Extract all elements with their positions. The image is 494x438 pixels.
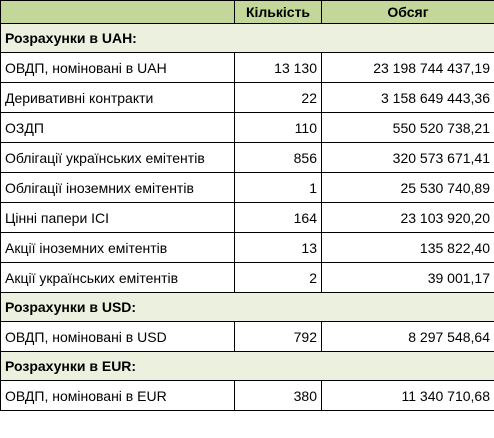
instrument-name: ОВДП, номіновані в EUR <box>1 381 235 411</box>
table-row <box>1 263 494 293</box>
deal-volume: 550 520 738,21 <box>322 113 494 143</box>
deal-count: 380 <box>235 381 322 411</box>
deal-volume: 320 573 671,41 <box>322 143 494 173</box>
deal-count: 1 <box>235 173 322 203</box>
deal-volume: 23 198 744 437,19 <box>322 53 494 83</box>
deal-volume: 11 340 710,68 <box>322 381 494 411</box>
instrument-name: ОВДП, номіновані в UAH <box>1 53 235 83</box>
instrument-name: Акції іноземних емітентів <box>1 233 235 263</box>
instrument-name: Деривативні контракти <box>1 83 235 113</box>
table-row <box>1 53 494 83</box>
deal-count: 2 <box>235 263 322 293</box>
deal-count: 110 <box>235 113 322 143</box>
table-row <box>1 143 494 173</box>
deal-count: 13 130 <box>235 53 322 83</box>
header-volume: Обсяг <box>322 1 494 24</box>
section-title: Розрахунки в EUR: <box>1 352 494 381</box>
section-title: Розрахунки в UAH: <box>1 24 494 53</box>
deal-volume: 25 530 740,89 <box>322 173 494 203</box>
instrument-name: ОЗДП <box>1 113 235 143</box>
deal-count: 22 <box>235 83 322 113</box>
instrument-name: Цінні папери ІСІ <box>1 203 235 233</box>
table-row <box>1 203 494 233</box>
header-count: Кількість <box>235 1 322 24</box>
deal-volume: 23 103 920,20 <box>322 203 494 233</box>
table-row <box>1 173 494 203</box>
table-body <box>1 24 494 411</box>
deal-count: 164 <box>235 203 322 233</box>
deal-volume: 39 001,17 <box>322 263 494 293</box>
instrument-name: Акції українських емітентів <box>1 263 235 293</box>
header-row <box>1 1 494 24</box>
table-row <box>1 381 494 411</box>
section-row <box>1 24 494 53</box>
deal-count: 13 <box>235 233 322 263</box>
deal-volume: 8 297 548,64 <box>322 322 494 352</box>
section-row <box>1 352 494 381</box>
section-title: Розрахунки в USD: <box>1 293 494 322</box>
deal-volume: 3 158 649 443,36 <box>322 83 494 113</box>
table-row <box>1 322 494 352</box>
instrument-name: Облігації українських емітентів <box>1 143 235 173</box>
table-row <box>1 83 494 113</box>
instrument-name: Облігації іноземних емітентів <box>1 173 235 203</box>
instrument-name: ОВДП, номіновані в USD <box>1 322 235 352</box>
table-row <box>1 113 494 143</box>
section-row <box>1 293 494 322</box>
deal-count: 792 <box>235 322 322 352</box>
table-row <box>1 233 494 263</box>
deal-count: 856 <box>235 143 322 173</box>
deal-volume: 135 822,40 <box>322 233 494 263</box>
header-name <box>1 1 235 24</box>
